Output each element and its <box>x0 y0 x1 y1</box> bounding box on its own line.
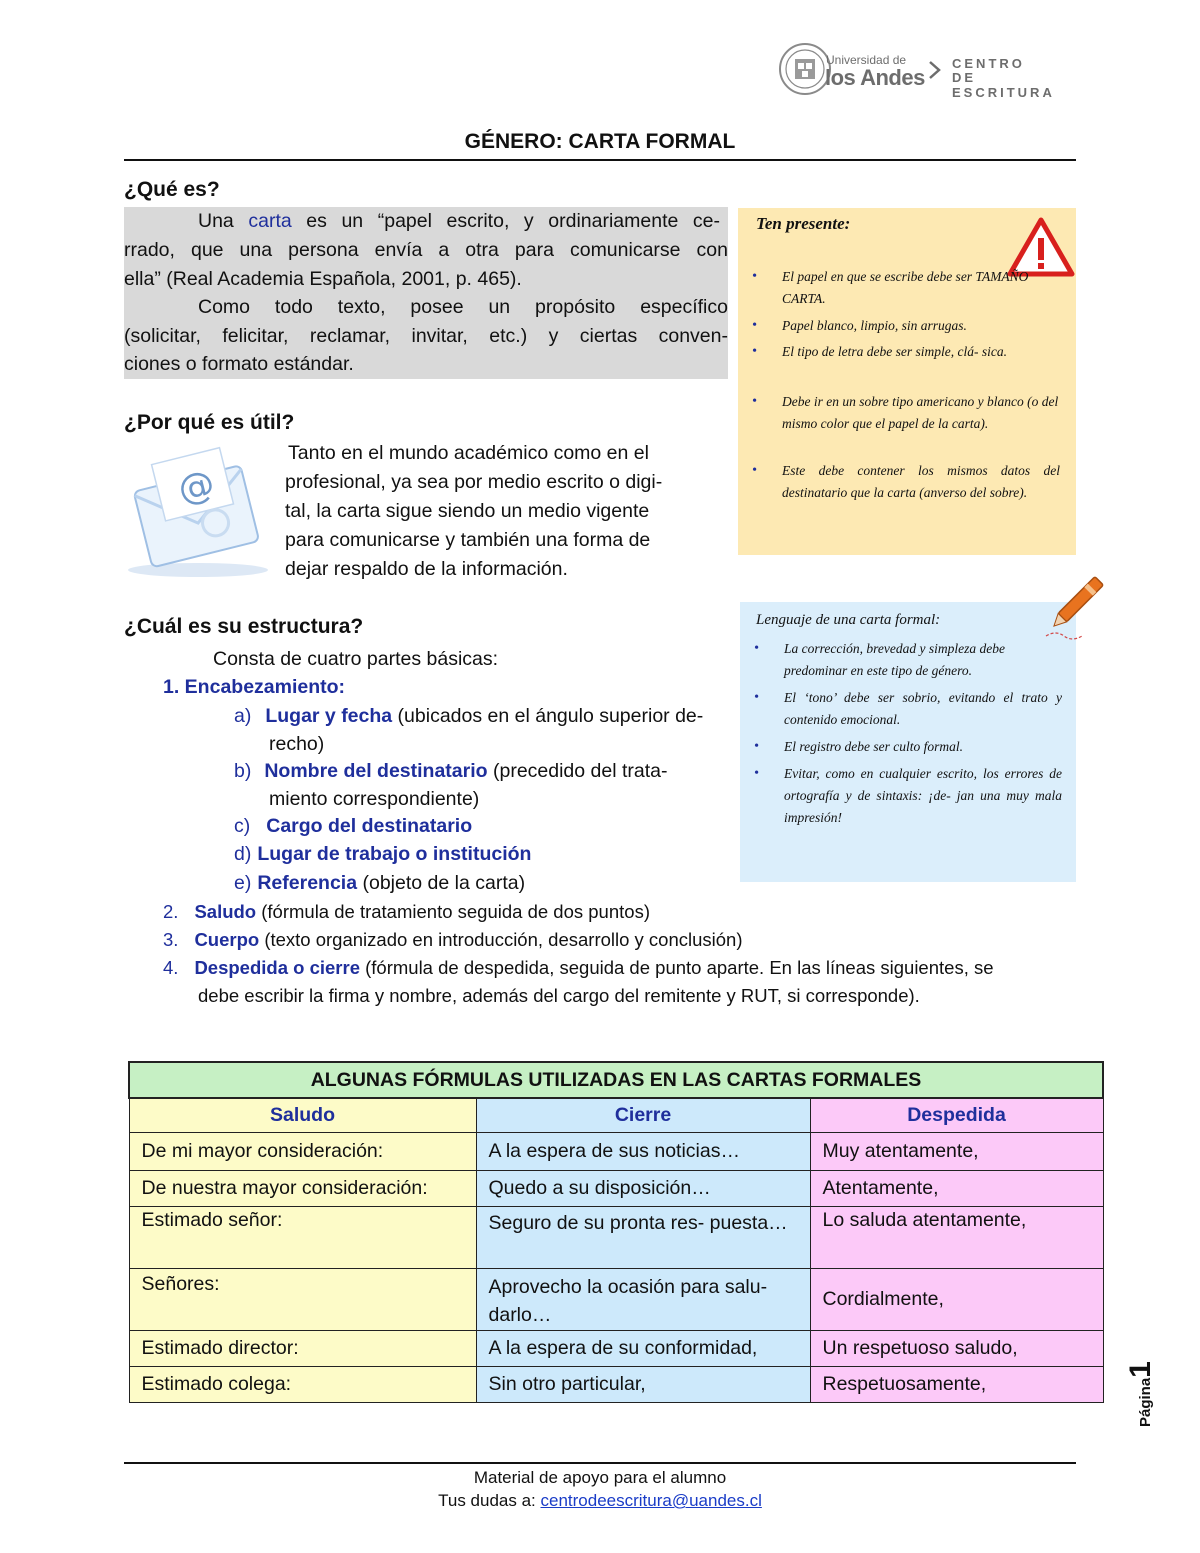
university-logo <box>778 40 1078 102</box>
table-cell: A la espera de sus noticias… <box>476 1133 810 1171</box>
page-number-value: 1 <box>1124 1361 1157 1378</box>
table-row <box>129 1367 1103 1403</box>
sub-item-a: a) Lugar y fecha (ubicados en el ángulo superior de- <box>234 705 704 727</box>
table-cell: Estimado señor: <box>129 1207 476 1269</box>
tip-title: Ten presente: <box>756 214 851 233</box>
table-cell: Seguro de su pronta res- puesta… <box>476 1207 810 1269</box>
part-encabezamiento: 1. Encabezamiento: <box>163 676 346 698</box>
table-cell: Estimado colega: <box>129 1367 476 1403</box>
table-row <box>129 1171 1103 1207</box>
university-seal-icon <box>778 42 832 96</box>
table-cell: Señores: <box>129 1269 476 1331</box>
table-header-row <box>129 1098 1103 1133</box>
por-que-line: Tanto en el mundo académico como en el <box>288 442 649 464</box>
language-box: Lenguaje de una carta formal: • La corrección, brevedad y simpleza debe predominar en este tipo de género. • El ‘tono’ debe ser sobrio, evitando el trato y contenido emocional. • El registro debe ser culto formal. • Evitar, como en cualquier escrito, los errores de ortografía y de sintaxis: ¡de- jan una muy mala impresión! <box>740 602 1076 882</box>
table-caption: ALGUNAS FÓRMULAS UTILIZADAS EN LAS CARTAS FORMALES <box>129 1062 1103 1098</box>
definition-line: Como todo texto, posee un propósito específico <box>198 296 728 318</box>
table-cell: A la espera de su conformidad, <box>476 1331 810 1367</box>
table-cell: Muy atentamente, <box>810 1133 1103 1171</box>
definition-box <box>124 207 728 379</box>
table-row <box>129 1331 1103 1367</box>
sub-item-a-cont: recho) <box>269 733 325 755</box>
page-number <box>1118 1335 1158 1425</box>
definition-line: Una carta es un “papel escrito, y ordinariamente ce- <box>198 210 720 232</box>
heading-que-es: ¿Qué es? <box>124 178 220 201</box>
table-cell: Quedo a su disposición… <box>476 1171 810 1207</box>
pen-icon <box>1040 574 1106 644</box>
footer-material: Material de apoyo para el alumno <box>473 1468 727 1487</box>
por-que-line: tal, la carta sigue siendo un medio vigente <box>285 500 650 522</box>
heading-estructura: ¿Cuál es su estructura? <box>124 615 364 638</box>
sub-item-b: b) Nombre del destinatario (precedido del trata- <box>234 760 668 782</box>
email-envelope-icon <box>126 440 276 580</box>
table-cell: Estimado director: <box>129 1331 476 1367</box>
part-saludo: 2. Saludo (fórmula de tratamiento seguida de dos puntos) <box>163 901 650 922</box>
header-cierre: Cierre <box>476 1098 810 1133</box>
tip-box: Ten presente: • El papel en que se escribe debe ser TAMAÑO CARTA. • Papel blanco, limpio, sin arrugas. • El tipo de letra debe ser simple, clá- sica. • Debe ir en un sobre tipo americano y blanco (o del mismo color que el papel de la carta). • Este debe contener los mismos datos del destinatario que la carta (anverso del sobre). <box>738 208 1076 555</box>
definition-line: ciones o formato estándar. <box>124 353 354 375</box>
definition-line: (solicitar, felicitar, reclamar, invitar, etc.) y ciertas conven- <box>124 325 728 347</box>
header-despedida: Despedida <box>810 1098 1103 1133</box>
svg-text:@: @ <box>173 462 219 512</box>
table-cell: Un respetuoso saludo, <box>810 1331 1103 1367</box>
estructura-intro: Consta de cuatro partes básicas: <box>213 648 499 670</box>
centro-text: CENTRO <box>952 56 1025 71</box>
page-title: GÉNERO: CARTA FORMAL <box>464 130 736 153</box>
table-row <box>129 1207 1103 1269</box>
table-cell: De mi mayor consideración: <box>129 1133 476 1171</box>
table-cell: Respetuosamente, <box>810 1367 1103 1403</box>
table-cell: Atentamente, <box>810 1171 1103 1207</box>
sub-item-e: e) Referencia (objeto de la carta) <box>234 872 526 894</box>
por-que-line: dejar respaldo de la información. <box>285 558 568 580</box>
header-saludo: Saludo <box>129 1098 476 1133</box>
sub-item-c: c) Cargo del destinatario <box>234 815 473 837</box>
part-despedida-cont: debe escribir la firma y nombre, además del cargo del remitente y RUT, si corresponde). <box>198 985 920 1006</box>
table-cell: De nuestra mayor consideración: <box>129 1171 476 1207</box>
table-cell: Sin otro particular, <box>476 1367 810 1403</box>
heading-por-que: ¿Por qué es útil? <box>124 411 295 434</box>
footer-contact: Tus dudas a: centrodeescritura@uandes.cl <box>438 1491 762 1510</box>
carta-term: carta <box>248 210 292 232</box>
part-despedida: 4. Despedida o cierre (fórmula de despedida, seguida de punto aparte. En las líneas siguientes, se <box>163 957 994 978</box>
table-cell: Aprovecho la ocasión para salu- darlo… <box>476 1269 810 1331</box>
part-cuerpo: 3. Cuerpo (texto organizado en introducción, desarrollo y conclusión) <box>163 929 743 950</box>
logo-big-text: los Andes <box>825 65 925 90</box>
footer-email-link[interactable]: centrodeescritura@uandes.cl <box>540 1491 762 1510</box>
chevron-right-icon <box>928 60 942 80</box>
title-rule <box>124 159 1076 161</box>
table-row <box>129 1133 1103 1171</box>
por-que-line: profesional, ya sea por medio escrito o digi- <box>285 471 663 493</box>
logo-small-text: Universidad de <box>826 53 907 67</box>
por-que-line: para comunicarse y también una forma de <box>285 529 651 551</box>
table-caption-row <box>129 1062 1103 1098</box>
formulas-table <box>128 1061 1104 1403</box>
page-label-text: Página <box>1137 1377 1154 1427</box>
sub-item-d: d) Lugar de trabajo o institución <box>234 843 532 865</box>
definition-line: ella” (Real Academia Española, 2001, p. 465). <box>124 268 522 290</box>
table-row <box>129 1269 1103 1331</box>
table-cell: Cordialmente, <box>810 1269 1103 1331</box>
definition-line: rrado, que una persona envía a otra para comunicarse con <box>124 239 728 261</box>
escritura-text: DE ESCRITURA <box>952 70 1055 100</box>
table-cell: Lo saluda atentamente, <box>810 1207 1103 1269</box>
sub-item-b-cont: miento correspondiente) <box>269 788 480 810</box>
language-title: Lenguaje de una carta formal: <box>756 612 941 628</box>
footer-rule <box>124 1462 1076 1464</box>
